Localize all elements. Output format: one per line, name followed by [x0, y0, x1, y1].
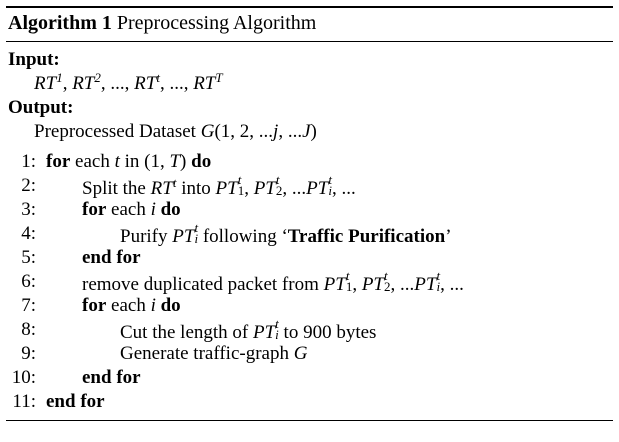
algo-line-9: 9: Generate traffic-graph G — [6, 342, 613, 366]
input-label: Input: — [8, 49, 60, 70]
line-number: 8: — [21, 319, 36, 340]
algorithm-caption — [6, 8, 613, 38]
line-number: 3: — [21, 199, 36, 220]
algo-line-6: 6: remove duplicated packet from PT t 1 , PT t 2 , ...PT t i , ... — [6, 270, 613, 294]
line-number: 11: — [12, 391, 36, 412]
algorithm-box — [6, 6, 613, 421]
algo-line-5: 5: end for — [6, 246, 613, 270]
algo-line-2: 2: Split the $RT^t$ into PT t 1 , PT t 2 , ...PT t i , ... — [6, 174, 613, 198]
algo-line-3: 3: for each i do — [6, 198, 613, 222]
line-number: 2: — [21, 175, 36, 196]
algorithm-label: Algorithm 1 — [8, 12, 112, 34]
input-value: $RT^1$, $RT^2$, ..., $RT^t$, ..., $RT^T$ — [34, 70, 223, 94]
algo-line-1: 1: for each t in (1, T) do — [6, 150, 613, 174]
algo-line-4: 4: Purify PT t i following ‘Traffic Purification’ — [6, 222, 613, 246]
algorithm-title: Preprocessing Algorithm — [116, 12, 317, 34]
algo-line-7: 7: for each i do — [6, 294, 613, 318]
caption-rule — [6, 41, 613, 42]
output-label: Output: — [8, 97, 74, 118]
line-number: 7: — [21, 295, 36, 316]
line-number: 4: — [21, 223, 36, 244]
algo-line-8: 8: Cut the length of PT t i to 900 bytes — [6, 318, 613, 342]
line-number: 6: — [21, 271, 36, 292]
algo-line-10: 10: end for — [6, 366, 613, 390]
line-number: 1: — [21, 151, 36, 172]
output-value: Preprocessed Dataset G(1, 2, ...j, ...J) — [34, 121, 317, 142]
algo-line-11: 11: end for — [6, 390, 613, 414]
bottom-rule — [6, 420, 613, 421]
line-number: 10: — [11, 367, 36, 388]
line-number: 5: — [21, 247, 36, 268]
line-number: 9: — [21, 343, 36, 364]
